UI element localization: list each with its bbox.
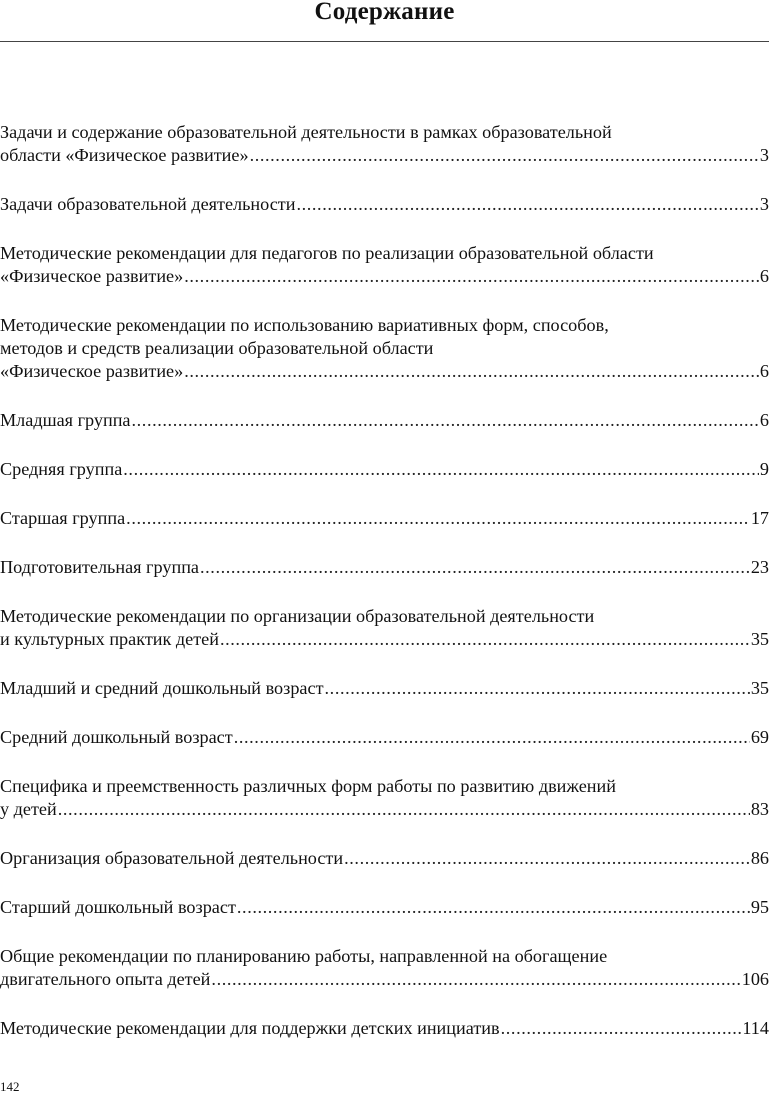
- dot-leader: [296, 193, 758, 216]
- toc-entry-label: Методические рекомендации для поддержки детских инициатив: [0, 1018, 500, 1038]
- toc-entry[interactable]: [0, 1017, 769, 1040]
- toc-entry-label: у детей: [0, 799, 57, 819]
- toc-entry-label: Средний дошкольный возраст: [0, 727, 233, 747]
- toc-entry-label: области «Физическое развитие»: [0, 145, 249, 165]
- toc-page-number: 3: [759, 145, 769, 165]
- toc-entry-label: Старшая группа: [0, 508, 126, 528]
- toc-entry[interactable]: [0, 775, 769, 821]
- toc-entry-label: «Физическое развитие»: [0, 361, 184, 381]
- page-title: Содержание: [314, 0, 455, 25]
- dot-leader: [237, 896, 750, 919]
- toc-page-number: 106: [741, 969, 769, 989]
- dot-leader: [132, 409, 759, 432]
- toc-page-number: 9: [759, 459, 769, 479]
- toc-page-number: 6: [759, 361, 769, 381]
- toc-entry[interactable]: [0, 556, 769, 579]
- dot-leader: [123, 458, 759, 481]
- toc-entry-label: и культурных практик детей: [0, 629, 219, 649]
- toc-entry-label: Подготовительная группа: [0, 557, 199, 577]
- toc-entry-line: Задачи и содержание образовательной деятельности в рамках образовательной: [0, 122, 612, 142]
- toc-page-number: 17: [750, 508, 769, 528]
- toc-entry-line: методов и средств реализации образовательной области: [0, 338, 434, 358]
- toc-page-number: 3: [759, 194, 769, 214]
- toc-page-number: 83: [750, 799, 769, 819]
- toc-entry-line: Общие рекомендации по планированию работы, направленной на обогащение: [0, 946, 608, 966]
- toc-entry-label: Организация образовательной деятельности: [0, 848, 344, 868]
- page-number: 142: [0, 1079, 20, 1094]
- title-divider: [0, 41, 769, 42]
- toc-page-number: 114: [742, 1018, 769, 1038]
- toc-page-number: 6: [759, 410, 769, 430]
- toc-entry-line: Методические рекомендации для педагогов по реализации образовательной области: [0, 243, 654, 263]
- toc-entry[interactable]: [0, 677, 769, 700]
- toc-entry[interactable]: [0, 507, 769, 530]
- dot-leader: [211, 968, 740, 991]
- dot-leader: [58, 798, 750, 821]
- dot-leader: [184, 265, 759, 288]
- toc-entry[interactable]: [0, 193, 769, 216]
- toc-entry-label: Средняя группа: [0, 459, 123, 479]
- toc-entry[interactable]: [0, 726, 769, 749]
- toc-entry[interactable]: [0, 896, 769, 919]
- toc-page-number: 6: [759, 266, 769, 286]
- toc-entry[interactable]: [0, 847, 769, 870]
- toc-entry-label: двигательного опыта детей: [0, 969, 211, 989]
- toc-entry-label: Задачи образовательной деятельности: [0, 194, 296, 214]
- toc-entry-line: Методические рекомендации по использованию вариативных форм, способов,: [0, 315, 609, 335]
- toc-entry-label: Младший и средний дошкольный возраст: [0, 678, 324, 698]
- table-of-contents: [0, 121, 769, 1066]
- toc-page-number: 95: [750, 897, 769, 917]
- toc-page-number: 23: [750, 557, 769, 577]
- dot-leader: [234, 726, 750, 749]
- toc-entry[interactable]: [0, 242, 769, 288]
- dot-leader: [501, 1017, 742, 1040]
- toc-entry-label: «Физическое развитие»: [0, 266, 184, 286]
- toc-entry-label: Младшая группа: [0, 410, 131, 430]
- toc-entry-line: Методические рекомендации по организации образовательной деятельности: [0, 606, 595, 626]
- dot-leader: [344, 847, 750, 870]
- toc-entry[interactable]: [0, 121, 769, 167]
- dot-leader: [184, 360, 759, 383]
- toc-page-number: 35: [750, 629, 769, 649]
- dot-leader: [250, 144, 759, 167]
- toc-entry-label: Старший дошкольный возраст: [0, 897, 236, 917]
- toc-entry[interactable]: [0, 605, 769, 651]
- toc-entry[interactable]: [0, 945, 769, 991]
- dot-leader: [126, 507, 750, 530]
- toc-entry-line: Специфика и преемственность различных форм работы по развитию движений: [0, 776, 616, 796]
- dot-leader: [325, 677, 750, 700]
- toc-entry[interactable]: [0, 409, 769, 432]
- toc-entry[interactable]: [0, 458, 769, 481]
- dot-leader: [220, 628, 750, 651]
- toc-page-number: 69: [750, 727, 769, 747]
- dot-leader: [200, 556, 750, 579]
- toc-page-number: 35: [750, 678, 769, 698]
- toc-page-number: 86: [750, 848, 769, 868]
- toc-entry[interactable]: [0, 314, 769, 383]
